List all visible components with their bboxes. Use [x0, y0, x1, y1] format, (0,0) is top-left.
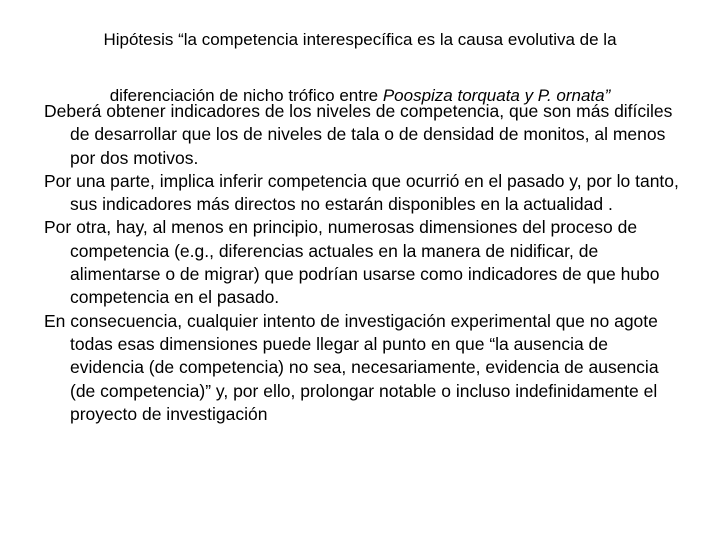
title-line-2-text: diferenciación de nicho trófico entre [109, 86, 383, 105]
title-species-names: Poospiza torquata y P. ornata” [382, 86, 611, 105]
title-line-1: Hipótesis “la competencia interespecífica es la causa evolutiva de la [103, 30, 617, 49]
body-paragraph-4: En consecuencia, cualquier intento de investigación experimental que no agote todas esas dimensiones puede llegar al punto en que “la ausencia de evidencia (de competencia) no sea, necesariamente, evidencia de ausencia (de competencia)” y, por ello, prolongar notable o incluso indefinidamente el proyecto de investigación [44, 310, 659, 424]
slide-body [44, 100, 684, 426]
body-paragraph-1: Deberá obtener indicadores de los niveles de competencia, que son más difíciles de desarrollar que los de niveles de tala o de densidad de monitos, al menos por dos motivos. [44, 101, 673, 168]
body-paragraph-2: Por una parte, implica inferir competencia que ocurrió en el pasado y, por lo tanto, sus indicadores más directos no estarán disponibles en la actualidad . [44, 170, 679, 215]
body-paragraph-3: Por otra, hay, al menos en principio, numerosas dimensiones del proceso de competencia (e.g., diferencias actuales en la manera de nidificar, de alimentarse o de migrar) que podrían usarse como indicadores de que hubo competencia en el pasado. [44, 217, 660, 308]
